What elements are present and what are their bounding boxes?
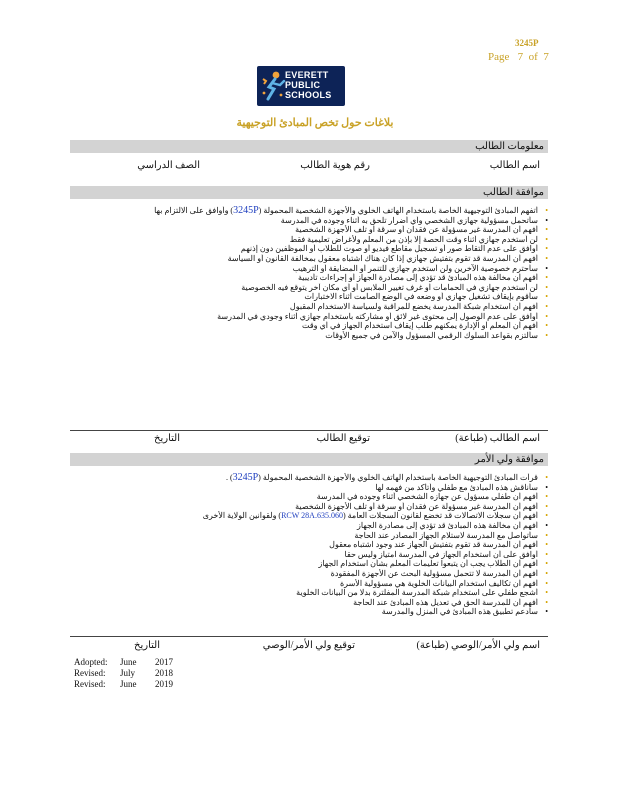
student-signature-label: ﺗﻮﻗﻴﻊ ﺍﻟﻄﺎﻟﺐ bbox=[316, 433, 370, 444]
adoption-history bbox=[74, 657, 173, 690]
list-item: • ﺃﻓﻬﻢ ﺃﻥ ﺍﻟﻤﺪﺭﺳﺔ ﻏﻴﺮ ﻣﺴﺆﻭﻟﺔ ﻋﻦ ﻓﻘﺪﺍﻥ ﺃﻭ ﺳﺮﻗﺔ ﺃﻭ ﺗﻠﻒ ﺍﻷﺟﻬﺰﺓ ﺍﻟﺸﺨﺼﻴﺔ bbox=[70, 502, 548, 512]
list-item: • ﺃﻓﻬﻢ ﺃﻥ ﻟﻠﻤﺪﺭﺳﺔ ﺍﻟﺤﻖ ﻓﻲ ﺗﻌﺪﻳﻞ ﻫﺬﻩ ﺍﻟﻤﺒﺎﺩﺉ ﻋﻨﺪ ﺍﻟﺤﺎﺟﺔ bbox=[70, 598, 548, 608]
list-item: • ﺃﻓﻬﻢ ﺃﻥ ﺍﻟﻄﻼﺏ ﻳﺠﺐ ﺃﻥ ﻳﺘﺒﻌﻮﺍ ﺗﻌﻠﻴﻤﺎﺕ ﺍﻟﻤﻌﻠﻢ ﺑﺸﺄﻥ ﺍﺳﺘﺨﺪﺍﻡ ﺍﻟﺠﻬﺎﺯ bbox=[70, 559, 548, 569]
list-item: • ﺃﻓﻬﻢ ﺃﻥ ﻣﺨﺎﻟﻔﺔ ﻫﺬﻩ ﺍﻟﻤﺒﺎﺩﺉ ﻗﺪ ﺗﺆﺩﻱ ﺇﻟﻰ ﻣﺼﺎﺩﺭﺓ ﺍﻟﺠﻬﺎﺯ bbox=[70, 521, 548, 531]
logo-line1: EVERETT bbox=[285, 70, 329, 80]
document-title: ﺑﻼﻏﺎﺕ ﺣﻮﻝ ﺗﺨﺺ ﺍﻟﻤﺒﺎﺩﺉ ﺍﻟﺘﻮﺟﻴﻬﻴﺔ bbox=[236, 117, 394, 129]
list-item: • ﺃﻓﻬﻢ ﺃﻥ ﺗﻜﺎﻟﻴﻒ ﺍﺳﺘﺨﺪﺍﻡ ﺍﻟﺒﻴﺎﻧﺎﺕ ﺍﻟﺨﻠﻮﻳﺔ ﻫﻲ ﻣﺴﺆﻭﻟﻴﺔ ﺍﻷﺳﺮﺓ bbox=[70, 579, 548, 589]
parent-agreement-list bbox=[70, 473, 548, 617]
list-item: • ﺳﺄﺗﺤﻤﻞ ﻣﺴﺆﻭﻟﻴﺔ ﺟﻬﺎﺯﻱ ﺍﻟﺸﺨﺼﻲ ﻭﺃﻱ ﺃﺿﺮﺍﺭ ﺗﻠﺤﻖ ﺑﻪ ﺃﺛﻨﺎﺀ ﻭﺟﻮﺩﻩ ﻓﻲ ﺍﻟﻤﺪﺭﺳﺔ bbox=[70, 216, 548, 226]
signature-line bbox=[70, 430, 548, 431]
student-agreement-list bbox=[70, 206, 548, 340]
list-item: • ﺃﻓﻬﻢ ﺃﻥ ﺍﻟﻤﺪﺭﺳﺔ ﻏﻴﺮ ﻣﺴﺆﻭﻟﺔ ﻋﻦ ﻓﻘﺪﺍﻥ ﺃﻭ ﺳﺮﻗﺔ ﺃﻭ ﺗﻠﻒ ﺍﻷﺟﻬﺰﺓ ﺍﻟﺸﺨﺼﻴﺔ bbox=[70, 225, 548, 235]
list-item: • ﺃﻓﻬﻢ ﺃﻥ ﻣﺨﺎﻟﻔﺔ ﻫﺬﻩ ﺍﻟﻤﺒﺎﺩﺉ ﻗﺪ ﺗﺆﺩﻱ ﺇﻟﻰ ﻣﺼﺎﺩﺭﺓ ﺍﻟﺠﻬﺎﺯ ﺃﻭ ﺇﺟﺮﺍﺀﺍﺕ ﺗﺄﺩﻳﺒﻴﺔ bbox=[70, 273, 548, 283]
logo-line2: PUBLIC bbox=[285, 80, 321, 90]
grade-label: ﺍﻟﺼﻒ ﺍﻟﺪﺭﺍﺳﻲ bbox=[137, 160, 200, 171]
list-item: • ﺳﺄﺗﻮﺍﺻﻞ ﻣﻊ ﺍﻟﻤﺪﺭﺳﺔ ﻻﺳﺘﻼﻡ ﺍﻟﺠﻬﺎﺯ ﺍﻟﻤﺼﺎﺩﺭ ﻋﻨﺪ ﺍﻟﺤﺎﺟﺔ bbox=[70, 531, 548, 541]
runner-star-icon bbox=[260, 69, 286, 103]
history-row: Revised: July 2018 bbox=[74, 668, 173, 678]
list-item: • ﺃﻓﻬﻢ ﺃﻥ ﺍﻟﻤﺪﺭﺳﺔ ﻗﺪ ﺗﻘﻮﻡ ﺑﺘﻔﺘﻴﺶ ﺍﻟﺠﻬﺎﺯ ﻋﻨﺪ ﻭﺟﻮﺩ ﺍﺷﺘﺒﺎﻩ ﻣﻌﻘﻮﻝ bbox=[70, 540, 548, 550]
list-item: • ﺃﻭﺍﻓﻖ ﻋﻠﻰ ﺃﻥ ﺍﺳﺘﺨﺪﺍﻡ ﺍﻟﺠﻬﺎﺯ ﻓﻲ ﺍﻟﻤﺪﺭﺳﺔ ﺍﻣﺘﻴﺎﺯ ﻭﻟﻴﺲ ﺣﻘﺎ bbox=[70, 550, 548, 560]
student-signature-row bbox=[90, 433, 540, 447]
page-number: Page 7 of 7 bbox=[488, 51, 549, 63]
parent-date-label: ﺍﻟﺘﺎﺭﻳﺦ bbox=[134, 640, 160, 651]
list-item: • ﺃﻓﻬﻢ ﺃﻥ ﺳﺠﻼﺕ ﺍﻻﺗﺼﺎﻻﺕ ﻗﺪ ﺗﺨﻀﻊ ﻟﻘﺎﻧﻮﻥ ﺍﻟﺴﺠﻼﺕ ﺍﻟﻌﺎﻣﺔ (RCW 28A.635.060) ﻭﻟﻘﻮﺍﻧﻴﻦ ﺍﻟﻮﻻﻳﺔ ﺍﻷﺧﺮﻯ bbox=[70, 511, 548, 521]
signature-line bbox=[70, 636, 548, 637]
list-item: • ﺳﺄﻧﺎﻗﺶ ﻫﺬﻩ ﺍﻟﻤﺒﺎﺩﺉ ﻣﻊ ﻃﻔﻠﻲ ﻭﺃﺗﺄﻛﺪ ﻣﻦ ﻓﻬﻤﻪ ﻟﻬﺎ bbox=[70, 483, 548, 493]
student-id-label: ﺭﻗﻢ ﻫﻮﻳﺔ ﺍﻟﻄﺎﻟﺐ bbox=[300, 160, 370, 171]
list-item: • ﺃﻓﻬﻢ ﺃﻥ ﺍﻟﻤﻌﻠﻢ ﺃﻭ ﺍﻹﺩﺍﺭﺓ ﻳﻤﻜﻨﻬﻢ ﻃﻠﺐ ﺇﻳﻘﺎﻑ ﺍﺳﺘﺨﺪﺍﻡ ﺍﻟﺠﻬﺎﺯ ﻓﻲ ﺃﻱ ﻭﻗﺖ bbox=[70, 321, 548, 331]
list-item: • ﻟﻦ ﺃﺳﺘﺨﺪﻡ ﺟﻬﺎﺯﻱ ﻓﻲ ﺍﻟﺤﻤﺎﻣﺎﺕ ﺃﻭ ﻏﺮﻑ ﺗﻐﻴﻴﺮ ﺍﻟﻤﻼﺑﺲ ﺃﻭ ﺃﻱ ﻣﻜﺎﻥ ﺁﺧﺮ ﻳﺘﻮﻗﻊ ﻓﻴﻪ ﺍﻟﺨﺼﻮﺻﻴﺔ bbox=[70, 283, 548, 293]
list-item: • ﺳﺄﺣﺘﺮﻡ ﺧﺼﻮﺻﻴﺔ ﺍﻵﺧﺮﻳﻦ ﻭﻟﻦ ﺃﺳﺘﺨﺪﻡ ﺟﻬﺎﺯﻱ ﻟﻠﺘﻨﻤﺮ ﺃﻭ ﺍﻟﻤﻀﺎﻳﻘﺔ ﺃﻭ ﺍﻟﺘﺮﻫﻴﺐ bbox=[70, 264, 548, 274]
student-info-fields bbox=[90, 160, 540, 174]
list-item: • ﺃﻓﻬﻢ ﺃﻥ ﺍﻟﻤﺪﺭﺳﺔ ﻻ ﺗﺘﺤﻤﻞ ﻣﺴﺆﻭﻟﻴﺔ ﺍﻟﺒﺤﺚ ﻋﻦ ﺍﻷﺟﻬﺰﺓ ﺍﻟﻤﻔﻘﻮﺩﺓ bbox=[70, 569, 548, 579]
history-row: Revised: June 2019 bbox=[74, 679, 173, 689]
list-item: • ﺃﻭﺍﻓﻖ ﻋﻠﻰ ﻋﺪﻡ ﺍﻟﺘﻘﺎﻁ ﺻﻮﺭ ﺃﻭ ﺗﺴﺠﻴﻞ ﻣﻘﺎﻃﻊ ﻓﻴﺪﻳﻮ ﺃﻭ ﺻﻮﺕ ﻟﻠﻄﻼﺏ ﺃﻭ ﺍﻟﻤﻮﻇﻔﻴﻦ ﺩﻭﻥ ﺇﺫﻧﻬﻢ bbox=[70, 244, 548, 254]
list-item: • ﺳﺄﻗﻮﻡ ﺑﺈﻳﻘﺎﻑ ﺗﺸﻐﻴﻞ ﺟﻬﺎﺯﻱ ﺃﻭ ﻭﺿﻌﻪ ﻓﻲ ﺍﻟﻮﺿﻊ ﺍﻟﺼﺎﻣﺖ ﺃﺛﻨﺎﺀ ﺍﻻﺧﺘﺒﺎﺭﺍﺕ bbox=[70, 292, 548, 302]
history-row: Adopted: June 2017 bbox=[74, 657, 173, 667]
school-logo bbox=[257, 66, 345, 106]
student-print-name-label: ﺍﺳﻢ ﺍﻟﻄﺎﻟﺐ (ﻃﺒﺎﻋﺔ) bbox=[455, 433, 540, 444]
list-item: • ﺃﻓﻬﻢ ﺃﻥ ﻃﻔﻠﻲ ﻣﺴﺆﻭﻝ ﻋﻦ ﺟﻬﺎﺯﻩ ﺍﻟﺸﺨﺼﻲ ﺃﺛﻨﺎﺀ ﻭﺟﻮﺩﻩ ﻓﻲ ﺍﻟﻤﺪﺭﺳﺔ bbox=[70, 492, 548, 502]
logo-line3: SCHOOLS bbox=[285, 90, 332, 100]
list-item: • ﺃﻭﺍﻓﻖ ﻋﻠﻰ ﻋﺪﻡ ﺍﻟﻮﺻﻮﻝ ﺇﻟﻰ ﻣﺤﺘﻮﻯ ﻏﻴﺮ ﻻﺋﻖ ﺃﻭ ﻣﺸﺎﺭﻛﺘﻪ ﺑﺎﺳﺘﺨﺪﺍﻡ ﺟﻬﺎﺯﻱ ﺃﺛﻨﺎﺀ ﻭﺟﻮﺩﻱ ﻓﻲ ﺍﻟﻤﺪﺭﺳﺔ bbox=[70, 312, 548, 322]
list-item: • ﺳﺄﺩﻋﻢ ﺗﻄﺒﻴﻖ ﻫﺬﻩ ﺍﻟﻤﺒﺎﺩﺉ ﻓﻲ ﺍﻟﻤﻨﺰﻝ ﻭﺍﻟﻤﺪﺭﺳﺔ bbox=[70, 607, 548, 617]
list-item: • ﺃﺗﻔﻬﻢ ﺍﻟﻤﺒﺎﺩﺉ ﺍﻟﺘﻮﺟﻴﻬﻴﺔ ﺍﻟﺨﺎﺻﺔ ﺑﺎﺳﺘﺨﺪﺍﻡ ﺍﻟﻬﺎﺗﻒ ﺍﻟﺨﻠﻮﻱ ﻭﺍﻷﺟﻬﺰﺓ ﺍﻟﺸﺨﺼﻴﺔ ﺍﻟﻤﺤﻤﻮﻟﺔ (3245P) ﻭﺃﻭﺍﻓﻖ ﻋﻠﻰ ﺍﻻﻟﺘﺰﺍﻡ ﺑﻬﺎ bbox=[70, 206, 548, 216]
parent-print-name-label: ﺍﺳﻢ ﻭﻟﻲ ﺍﻷﻣﺮ/ﺍﻟﻮﺻﻲ (ﻃﺒﺎﻋﺔ) bbox=[416, 640, 540, 651]
policy-code: 3245P bbox=[515, 38, 539, 48]
student-agreement-bar: ﻣﻮﺍﻓﻘﺔ ﺍﻟﻄﺎﻟﺐ bbox=[70, 186, 548, 199]
parent-agreement-bar: ﻣﻮﺍﻓﻘﺔ ﻭﻟﻲ ﺍﻷﻣﺮ bbox=[70, 453, 548, 466]
parent-signature-label: ﺗﻮﻗﻴﻊ ﻭﻟﻲ ﺍﻷﻣﺮ/ﺍﻟﻮﺻﻲ bbox=[262, 640, 355, 651]
list-item: • ﺳﺄﻟﺘﺰﻡ ﺑﻘﻮﺍﻋﺪ ﺍﻟﺴﻠﻮﻙ ﺍﻟﺮﻗﻤﻲ ﺍﻟﻤﺴﺆﻭﻝ ﻭﺍﻵﻣﻦ ﻓﻲ ﺟﻤﻴﻊ ﺍﻷﻭﻗﺎﺕ bbox=[70, 331, 548, 341]
list-item: • ﺃﺷﺠﻊ ﻃﻔﻠﻲ ﻋﻠﻰ ﺍﺳﺘﺨﺪﺍﻡ ﺷﺒﻜﺔ ﺍﻟﻤﺪﺭﺳﺔ ﺍﻟﻤﻔﻠﺘﺮﺓ ﺑﺪﻻ ﻣﻦ ﺍﻟﺒﻴﺎﻧﺎﺕ ﺍﻟﺨﻠﻮﻳﺔ bbox=[70, 588, 548, 598]
student-name-label: ﺍﺳﻢ ﺍﻟﻄﺎﻟﺐ bbox=[489, 160, 540, 171]
parent-signature-row bbox=[90, 640, 540, 654]
student-date-label: ﺍﻟﺘﺎﺭﻳﺦ bbox=[154, 433, 180, 444]
student-info-bar: ﻣﻌﻠﻮﻣﺎﺕ ﺍﻟﻄﺎﻟﺐ bbox=[70, 140, 548, 153]
list-item: • ﺃﻓﻬﻢ ﺃﻥ ﺍﺳﺘﺨﺪﺍﻡ ﺷﺒﻜﺔ ﺍﻟﻤﺪﺭﺳﺔ ﻳﺨﻀﻊ ﻟﻠﻤﺮﺍﻗﺒﺔ ﻭﻟﺴﻴﺎﺳﺔ ﺍﻻﺳﺘﺨﺪﺍﻡ ﺍﻟﻤﻘﺒﻮﻝ bbox=[70, 302, 548, 312]
list-item: • ﻗﺮﺃﺕ ﺍﻟﻤﺒﺎﺩﺉ ﺍﻟﺘﻮﺟﻴﻬﻴﺔ ﺍﻟﺨﺎﺻﺔ ﺑﺎﺳﺘﺨﺪﺍﻡ ﺍﻟﻬﺎﺗﻒ ﺍﻟﺨﻠﻮﻱ ﻭﺍﻷﺟﻬﺰﺓ ﺍﻟﺸﺨﺼﻴﺔ ﺍﻟﻤﺤﻤﻮﻟﺔ (3245P) . bbox=[70, 473, 548, 483]
list-item: • ﺃﻓﻬﻢ ﺃﻥ ﺍﻟﻤﺪﺭﺳﺔ ﻗﺪ ﺗﻘﻮﻡ ﺑﺘﻔﺘﻴﺶ ﺟﻬﺎﺯﻱ ﺇﺫﺍ ﻛﺎﻥ ﻫﻨﺎﻙ ﺍﺷﺘﺒﺎﻩ ﻣﻌﻘﻮﻝ ﺑﻤﺨﺎﻟﻔﺔ ﺍﻟﻘﺎﻧﻮﻥ ﺃﻭ ﺍﻟﺴﻴﺎﺳﺔ bbox=[70, 254, 548, 264]
list-item: • ﻟﻦ ﺃﺳﺘﺨﺪﻡ ﺟﻬﺎﺯﻱ ﺃﺛﻨﺎﺀ ﻭﻗﺖ ﺍﻟﺤﺼﺔ ﺇﻻ ﺑﺈﺫﻥ ﻣﻦ ﺍﻟﻤﻌﻠﻢ ﻭﻷﻏﺮﺍﺽ ﺗﻌﻠﻴﻤﻴﺔ ﻓﻘﻂ bbox=[70, 235, 548, 245]
